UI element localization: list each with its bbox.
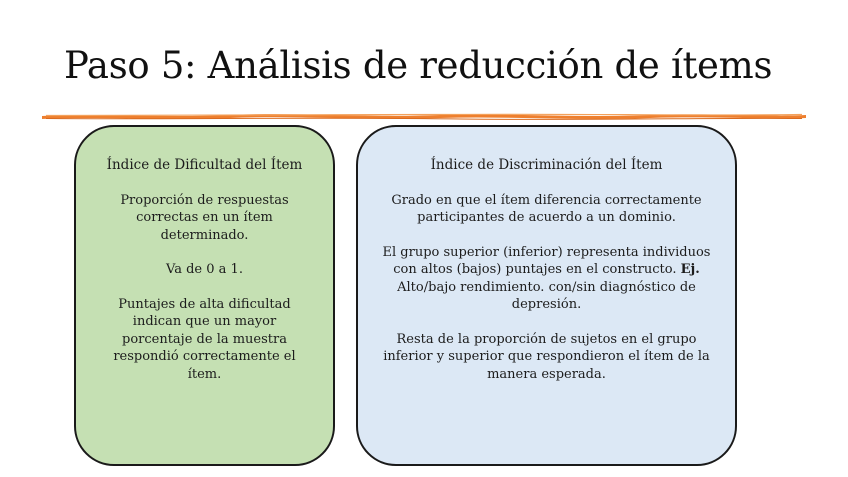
difficulty-index-card xyxy=(74,125,335,466)
discrimination-index-card xyxy=(356,125,737,466)
discrimination-index-title: Índice de Discriminación del Ítem xyxy=(430,157,663,173)
discrimination-definition: Grado en que el ítem diferencia correctamente participantes de acuerdo a un dominio. xyxy=(391,192,702,225)
difficulty-definition: Proporción de respuestas correctas en un ítem determinado. xyxy=(120,192,289,243)
example-label: Ej. xyxy=(680,262,700,277)
discrimination-groups xyxy=(380,244,713,314)
difficulty-range: Va de 0 a 1. xyxy=(166,262,243,277)
difficulty-index-title: Índice de Dificultad del Ítem xyxy=(106,157,303,173)
discrimination-example: Alto/bajo rendimiento. con/sin diagnóstico de depresión. xyxy=(397,279,696,312)
difficulty-interpretation: Puntajes de alta dificultad indican que un mayor porcentaje de la muestra respondió correctamente el ítem. xyxy=(113,296,296,382)
discrimination-groups-text: El grupo superior (inferior) representa individuos con altos (bajos) puntajes en el constructo. xyxy=(382,244,711,277)
discrimination-calculation: Resta de la proporción de sujetos en el grupo inferior y superior que respondieron el ítem de la manera esperada. xyxy=(383,331,710,382)
slide-title: Paso 5: Análisis de reducción de ítems xyxy=(64,44,773,87)
orange-brush-divider xyxy=(40,106,808,126)
